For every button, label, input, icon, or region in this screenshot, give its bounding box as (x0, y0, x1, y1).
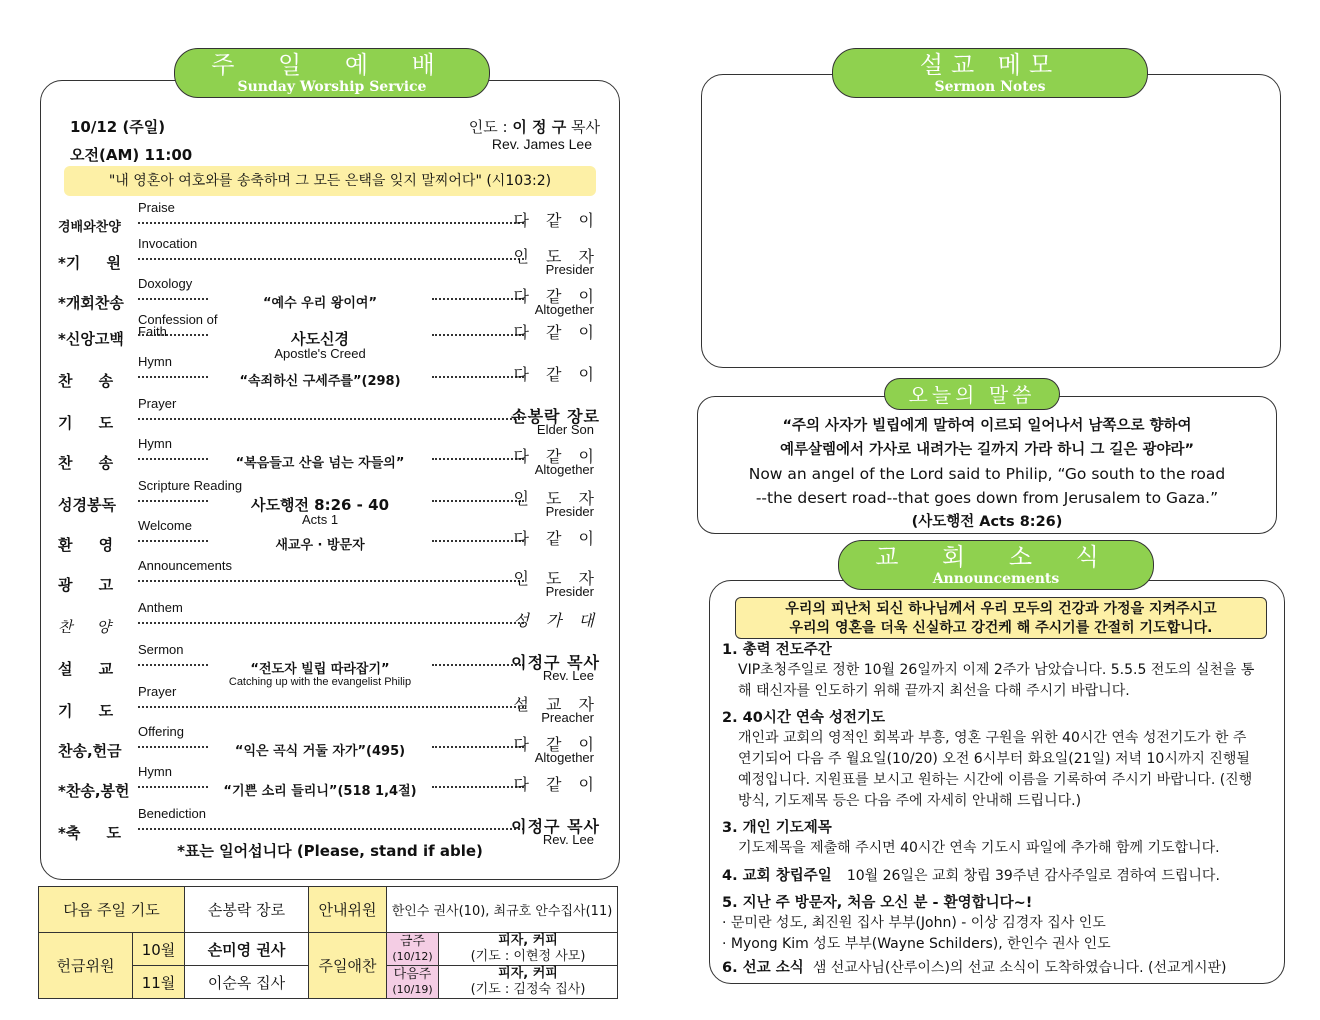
leader-dots (138, 298, 208, 300)
leader-dots (138, 622, 524, 624)
this-week-label: 금주 (399, 934, 426, 949)
announcement-4 (722, 865, 1262, 887)
this-week-meal (439, 933, 618, 966)
next-prayer-name: 손봉락 장로 (185, 887, 309, 933)
order-item-korean: 경배와찬양 (58, 220, 121, 235)
leader-dots (138, 458, 208, 460)
leader-dots (138, 418, 524, 420)
order-item-korean: *찬송,봉헌 (58, 782, 130, 800)
order-item-person-en: Rev. Lee (542, 668, 594, 683)
worship-title-en: Sunday Worship Service (237, 79, 427, 95)
oct-label: 10월 (133, 933, 185, 966)
word-line-4: --the desert road--that goes down from Jerusalem to Gaza.” (755, 489, 1219, 507)
order-item-person: 손봉락 장로 (511, 407, 600, 426)
order-item-person: 인 도 자 (513, 489, 600, 508)
word-line-3: Now an angel of the Lord said to Philip, “Go south to the road (748, 465, 1226, 483)
order-item-korean: 기 도 (58, 414, 114, 432)
order-item-person: 다 같 이 (513, 211, 600, 230)
order-item-title: 사도행전 8:26 - 40 (250, 496, 390, 514)
leader-prefix: 인도 : (468, 118, 508, 136)
announcement-3-title: 3. 개인 기도제목 (722, 820, 832, 836)
announcement-5-item-2: · Myong Kim 성도 부부(Wayne Schilders), 한인수 권사 인도 (722, 936, 1111, 952)
next-week-food: 피자, 커피 (498, 966, 558, 981)
announcement-2-body: 개인과 교회의 영적인 회복과 부흥, 영혼 구원을 위한 40시간 연속 성전기도가 한 주 연기되어 다음 주 월요일(10/20) 오전 6시부터 화요일(21일) 저녁 10시까지 진행될 예정입니다. 지원표를 보시고 원하는 시간에 이름을 기록하여 주시기 바랍니다. (진행방식, 기도제목 등은 다음 주에 자세히 안내해 드립니다.) (738, 730, 1253, 809)
prayer-line-1: 우리의 피난처 되신 하나님께서 우리 모두의 건강과 가정을 지켜주시고 (785, 601, 1217, 617)
announcement-6-body: 샘 선교사님(산루이스)의 선교 소식이 도착하였습니다. (선교게시판) (812, 960, 1227, 976)
order-item-person: 성 가 대 (513, 611, 600, 630)
order-item-english: Prayer (138, 396, 177, 411)
order-item-person-en: Presider (545, 262, 594, 277)
order-item-title: “예수 우리 왕이여” (262, 296, 378, 311)
order-item-title: 사도신경 (291, 330, 349, 348)
next-week-label: 다음주 (393, 967, 432, 982)
announcement-5-title: 5. 지난 주 방문자, 처음 오신 분 - 환영합니다~! (722, 895, 1033, 911)
order-item-person: 이정구 목사 (511, 817, 600, 836)
order-item-korean: 찬 양 (58, 618, 111, 636)
announcement-3-body: 기도제목을 제출해 주시면 40시간 연속 기도시 파일에 추가해 함께 기도합니다. (738, 840, 1220, 856)
order-item-english: Welcome (138, 518, 192, 533)
todays-word-banner (884, 378, 1060, 410)
order-item-person-en: Elder Son (536, 422, 594, 437)
order-item-person-en: Presider (545, 584, 594, 599)
sermon-notes-box (701, 74, 1281, 368)
order-item-korean: *기 원 (58, 254, 121, 272)
announcement-4-title: 4. 교회 창립주일 (722, 868, 832, 884)
order-item-korean: 찬 송 (58, 372, 114, 390)
order-item-person: 다 같 이 (513, 735, 600, 754)
order-item-english: Benediction (138, 806, 206, 821)
order-item-korean: *신앙고백 (58, 330, 124, 348)
next-week-prayer: (기도 : 김정숙 집사) (470, 982, 586, 997)
leader-en: Rev. James Lee (491, 136, 592, 152)
leader-dots (138, 664, 208, 666)
leader-dots (138, 580, 524, 582)
order-item-english: Hymn (138, 354, 172, 369)
order-item-title: “속죄하신 구세주를”(298) (239, 374, 401, 389)
this-week-prayer: (기도 : 이현정 사모) (470, 949, 586, 964)
order-item-english: Prayer (138, 684, 177, 699)
leader-dots (138, 706, 524, 708)
order-item-person-en: Altogether (534, 302, 594, 317)
order-item-english: Invocation (138, 236, 198, 251)
oct-name: 손미영 권사 (185, 933, 309, 966)
order-item-person-en: Presider (545, 504, 594, 519)
word-line-2: 예루살렘에서 가사로 내려가는 길까지 가라 하니 그 길은 광야라” (779, 442, 1195, 458)
this-week-date: (10/12) (392, 950, 433, 963)
next-week-meal (439, 966, 618, 999)
leader-dots (138, 258, 524, 260)
prayer-line-2: 우리의 영혼을 더욱 신실하고 강건케 해 주시기를 간절히 기도합니다. (789, 620, 1213, 636)
word-line-1: “주의 사자가 빌립에게 말하여 이르되 일어나서 남쪽으로 향하여 (782, 418, 1192, 434)
next-week-date: (10/19) (392, 983, 433, 996)
leader-dots (138, 540, 208, 542)
order-item-english: Confession of Faith (138, 312, 218, 339)
order-item-title: “기쁜 소리 들리니”(518 1,4절) (223, 784, 417, 799)
meal-label: 주일애찬 (309, 933, 387, 999)
worship-banner (174, 48, 490, 98)
next-prayer-label: 다음 주일 기도 (39, 887, 185, 933)
announcement-4-body: 10월 26일은 교회 창립 39주년 감사주일로 겸하여 드립니다. (846, 868, 1220, 884)
order-item-korean: *개회찬송 (58, 294, 124, 312)
order-item-korean: 기 도 (58, 702, 114, 720)
order-item-person: 인 도 자 (513, 569, 600, 588)
order-item-subtitle: Acts 1 (301, 512, 339, 527)
leader-dots (138, 222, 524, 224)
next-week-cell (387, 966, 439, 999)
sermon-notes-title-en: Sermon Notes (934, 79, 1046, 95)
announcement-6 (722, 957, 1262, 979)
order-item-person: 다 같 이 (513, 323, 600, 342)
order-item-english: Hymn (138, 764, 172, 779)
order-item-person: 설 교 자 (513, 695, 600, 714)
order-item-korean: 찬 송 (58, 454, 114, 472)
todays-word-title: 오늘의 말씀 (908, 383, 1036, 407)
sermon-notes-banner (832, 48, 1148, 98)
leader-line (420, 116, 600, 137)
worship-title: 주 일 예 배 (211, 51, 453, 79)
leader-name: 이 정 구 (512, 118, 567, 136)
worship-time: 오전(AM) 11:00 (70, 146, 193, 164)
announcement-6-title: 6. 선교 소식 (722, 960, 804, 976)
order-item-person: 다 같 이 (513, 529, 600, 548)
prayer-banner (735, 597, 1267, 639)
order-item-korean: 성경봉독 (58, 496, 116, 514)
order-item-english: Offering (138, 724, 185, 739)
order-item-korean: 설 교 (58, 660, 114, 678)
order-item-title: “복음들고 산을 넘는 자들의” (235, 456, 405, 471)
nov-label: 11월 (133, 966, 185, 999)
order-item-person: 다 같 이 (513, 775, 600, 794)
leader-title: 목사 (571, 118, 600, 136)
service-roster-table (38, 886, 618, 999)
this-week-cell (387, 933, 439, 966)
leader-dots (138, 334, 208, 336)
order-item-english: Announcements (138, 558, 232, 573)
todays-word-text (697, 414, 1277, 534)
announcements-title-en: Announcements (932, 571, 1060, 587)
order-item-english: Sermon (138, 642, 184, 657)
order-item-english: Doxology (138, 276, 193, 291)
leader-dots (138, 500, 208, 502)
order-item-title: “익은 곡식 거둘 자가”(495) (234, 744, 406, 759)
worship-date: 10/12 (주일) (70, 118, 166, 136)
order-item-person: 다 같 이 (513, 287, 600, 306)
order-item-title: “전도자 빌립 따라잡기” (250, 662, 390, 677)
order-item-subtitle: Apostle's Creed (274, 346, 366, 361)
order-item-korean: *축 도 (58, 824, 121, 842)
order-item-english: Hymn (138, 436, 172, 451)
announcement-list (722, 640, 1262, 979)
order-item-person-en: Preacher (541, 710, 594, 725)
order-item-title: 새교우 · 방문자 (275, 538, 365, 553)
usher-label: 안내위원 (309, 887, 387, 933)
order-item-korean: 찬송,헌금 (58, 742, 122, 760)
nov-name: 이순옥 집사 (185, 966, 309, 999)
this-week-food: 피자, 커피 (498, 933, 558, 948)
leader-dots (138, 746, 208, 748)
leader-dots (138, 786, 208, 788)
verse-banner: "내 영혼아 여호와를 송축하며 그 모든 은택을 잊지 말찌어다" (시103:2) (64, 166, 596, 196)
order-item-subtitle: Catching up with the evangelist Philip (228, 676, 412, 688)
order-item-person: 인 도 자 (513, 247, 600, 266)
order-item-korean: 환 영 (58, 536, 114, 554)
order-item-person-en: Rev. Lee (542, 832, 594, 847)
order-item-english: Anthem (138, 600, 183, 615)
offering-label: 헌금위원 (39, 933, 133, 999)
stand-note: *표는 일어섭니다 (Please, stand if able) (177, 842, 483, 860)
order-item-person: 다 같 이 (513, 447, 600, 466)
announcement-2-title: 2. 40시간 연속 성전기도 (722, 710, 885, 726)
order-item-english: Praise (138, 200, 175, 215)
announcement-1-title: 1. 총력 전도주간 (722, 642, 832, 658)
order-item-person: 다 같 이 (513, 365, 600, 384)
leader-dots (138, 376, 208, 378)
order-item-person-en: Altogether (534, 750, 594, 765)
announcements-banner (838, 540, 1154, 590)
announcements-title: 교 회 소 식 (875, 543, 1117, 571)
announcement-1-body: VIP초청주일로 정한 10월 26일까지 이제 2주가 남았습니다. 5.5.5 전도의 실천을 통해 태신자를 인도하기 위해 끝까지 최선을 다해 주시기 바랍니다. (738, 662, 1255, 699)
word-line-5: (사도행전 Acts 8:26) (911, 514, 1063, 530)
order-item-english: Scripture Reading (138, 478, 243, 493)
order-item-person-en: Altogether (534, 462, 594, 477)
sermon-notes-title: 설교 메모 (919, 51, 1061, 79)
order-item-korean: 광 고 (58, 576, 114, 594)
announcement-5-item-1: · 문미란 성도, 최진원 집사 부부(John) - 이상 김경자 집사 인도 (722, 915, 1106, 931)
leader-dots (138, 828, 524, 830)
usher-names: 한인수 권사(10), 최규호 안수집사(11) (387, 887, 618, 933)
order-item-person: 이정구 목사 (511, 653, 600, 672)
